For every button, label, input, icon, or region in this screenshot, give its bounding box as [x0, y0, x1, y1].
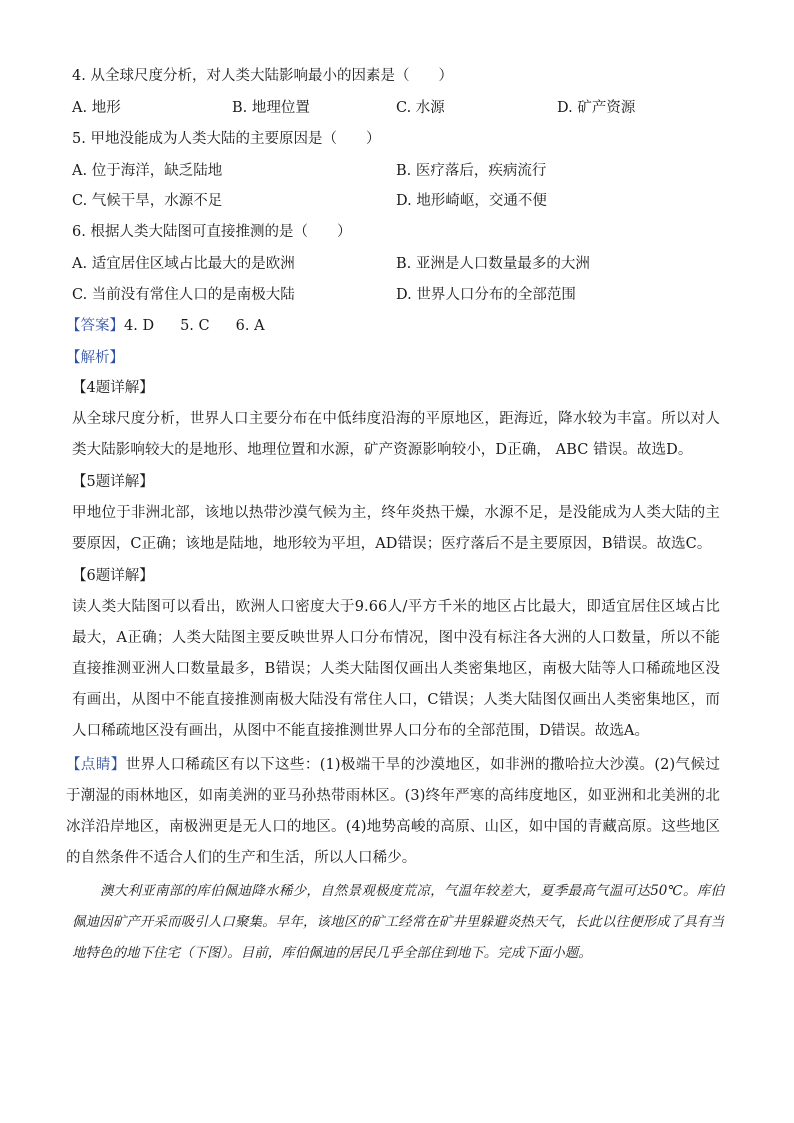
reading-passage: 澳大利亚南部的库伯佩迪降水稀少，自然景观极度荒凉，气温年较差大，夏季最高气温可达50℃。库伯佩迪因矿产开采而吸引人口聚集。早年，该地区的矿工经常在矿井里躲避炎热天气，长此以往便形成了具有当地特色的地下住宅（下图）。目前，库伯佩迪的居民几乎全部住到地下。完成下面小题。: [72, 883, 724, 961]
detail-4-text: 从全球尺度分析，世界人口主要分布在中低纬度沿海的平原地区，距海近，降水较为丰富。所以对人类大陆影响较大的是地形、地理位置和水源，矿产资源影响较小，D正确， ABC 错误。故选D。: [72, 411, 720, 458]
question-4-option-a: A. 地形: [72, 100, 121, 116]
analysis-label: 【解析】: [66, 350, 124, 366]
detail-6-text: 读人类大陆图可以看出，欧洲人口密度大于9.66人/平方千米的地区占比最大，即适宜居住区域占比最大，A正确；人类大陆图主要反映世界人口分布情况，图中没有标注各大洲的人口数量，所以不能直接推测亚洲人口数量最多，B错误；人类大陆图仅画出人类密集地区，南极大陆等人口稀疏地区没有画出，从图中不能直接推测南极大陆没有常住人口，C错误；人类大陆图仅画出人类密集地区，而人口稀疏地区没有画出，从图中不能直接推测世界人口分布的全部范围，D错误。故选A。: [72, 599, 720, 739]
question-6-option-a: A. 适宜居住区域占比最大的是欧洲: [72, 256, 295, 272]
question-4-stem: 4. 从全球尺度分析，对人类大陆影响最小的因素是（ ）: [72, 68, 453, 84]
question-5-stem: 5. 甲地没能成为人类大陆的主要原因是（ ）: [72, 131, 381, 147]
question-5-option-c: C. 气候干旱，水源不足: [72, 193, 223, 209]
question-4-option-b: B. 地理位置: [232, 100, 310, 116]
answer-4: 4. D: [124, 318, 155, 334]
answer-label: 【答案】: [66, 318, 124, 334]
tip-block: [66, 750, 720, 874]
question-5-option-a: A. 位于海洋，缺乏陆地: [72, 163, 223, 179]
tip-label: 【点睛】: [66, 757, 126, 773]
answer-5: 5. C: [180, 318, 210, 334]
question-4-option-d: D. 矿产资源: [557, 100, 636, 116]
answer-line: [66, 316, 291, 336]
tip-text: 世界人口稀疏区有以下这些：(1)极端干旱的沙漠地区，如非洲的撒哈拉大沙漠。(2)气候过于潮湿的雨林地区，如南美洲的亚马孙热带雨林区。(3)终年严寒的高纬度地区，如亚洲和北美洲的北冰洋沿岸地区，南极洲更是无人口的地区。(4)地势高峻的高原、山区，如中国的青藏高原。这些地区的自然条件不适合人们的生产和生活，所以人口稀少。: [66, 757, 721, 866]
detail-5-label: 【5题详解】: [72, 474, 154, 490]
detail-6-label: 【6题详解】: [72, 568, 154, 584]
detail-5-text: 甲地位于非洲北部，该地以热带沙漠气候为主，终年炎热干燥，水源不足，是没能成为人类大陆的主要原因，C正确；该地是陆地，地形较为平坦，AD错误；医疗落后不是主要原因，B错误。故选C。: [72, 505, 720, 552]
question-4-option-c: C. 水源: [396, 100, 445, 116]
question-6-option-c: C. 当前没有常住人口的是南极大陆: [72, 287, 295, 303]
question-6-stem: 6. 根据人类大陆图可直接推测的是（ ）: [72, 224, 352, 240]
question-5-option-d: D. 地形崎岖，交通不便: [396, 193, 547, 209]
question-6-option-b: B. 亚洲是人口数量最多的大洲: [396, 256, 590, 272]
detail-4-label: 【4题详解】: [72, 380, 154, 396]
question-6-option-d: D. 世界人口分布的全部范围: [396, 287, 576, 303]
question-5-option-b: B. 医疗落后，疾病流行: [396, 163, 547, 179]
answer-6: 6. A: [235, 318, 265, 334]
